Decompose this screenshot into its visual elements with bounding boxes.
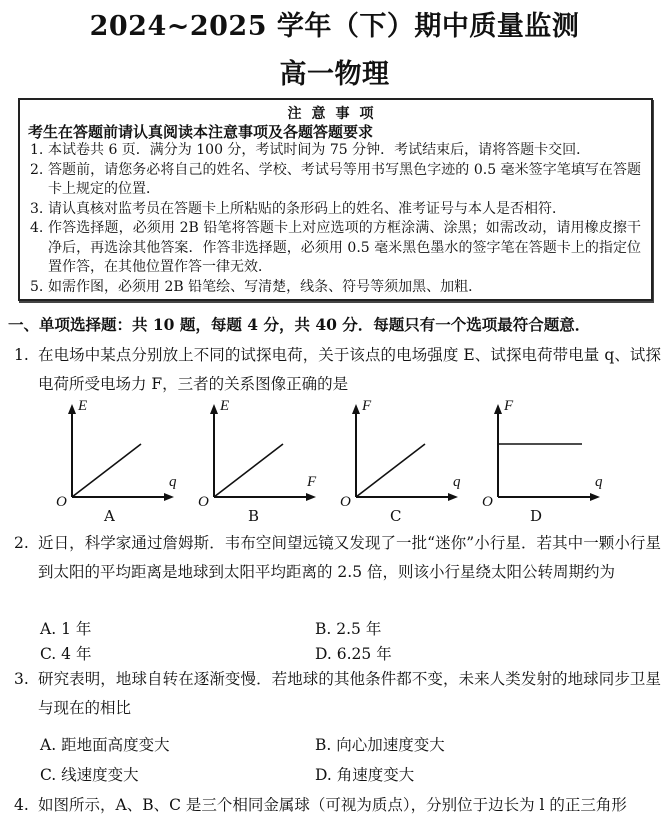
option-text: 2.5 年	[336, 620, 382, 638]
notice-item	[30, 161, 641, 200]
question-3	[14, 665, 661, 722]
option-text: 向心加速度变大	[336, 736, 445, 754]
option-key: A.	[40, 620, 57, 638]
graph-option-label: D	[530, 507, 543, 525]
notice-box	[18, 98, 653, 301]
origin-label: O	[340, 494, 351, 510]
option-text: 距地面高度变大	[61, 736, 170, 754]
option-text: 1 年	[61, 620, 92, 638]
question-text: 研究表明，地球自转在逐渐变慢．若地球的其他条件都不变，未来人类发射的地球同步卫星与现在的相比	[38, 670, 661, 717]
axis-label-x: q	[453, 474, 461, 490]
exam-subject: 高一物理	[279, 59, 390, 90]
notice-item-text: 答题前，请您务必将自己的姓名、学校、考试号等用书写黑色字迹的 0.5 毫米签字笔填写在答题卡上规定的位置．	[48, 161, 641, 197]
question-text: 在电场中某点分别放上不同的试探电荷，关于该点的电场强度 E、试探电荷带电量 q、试探电荷所受电场力 F，三者的关系图像正确的是	[38, 346, 661, 393]
graph-c-plot	[346, 404, 466, 504]
question-number: 3.	[14, 670, 29, 688]
axis-label-x: q	[169, 474, 177, 490]
axis-label-y: E	[220, 398, 230, 414]
origin-label: O	[56, 494, 67, 510]
notice-item-number: 3.	[30, 200, 44, 217]
option-d[interactable]	[315, 763, 414, 785]
question-1	[14, 341, 661, 398]
option-key: D.	[315, 645, 332, 663]
graph-d-plot	[488, 404, 608, 504]
option-b[interactable]	[315, 617, 381, 639]
notice-item-number: 2.	[30, 161, 44, 178]
notice-item-text: 本试卷共 6 页．满分为 100 分，考试时间为 75 分钟．考试结束后，请将答题卡交回．	[48, 142, 591, 158]
option-key: C.	[40, 766, 57, 784]
option-key: A.	[40, 736, 57, 754]
notice-item-number: 4.	[30, 220, 44, 236]
notice-item-text: 请认真核对监考员在答题卡上所粘贴的条形码上的姓名、准考证号与本人是否相符．	[48, 200, 566, 217]
notice-item-number: 5.	[30, 278, 44, 295]
notice-item	[30, 278, 641, 298]
graph-d	[482, 398, 608, 525]
option-d[interactable]	[315, 642, 392, 664]
option-key: D.	[315, 766, 332, 784]
axis-label-x: F	[307, 474, 317, 490]
notice-item-text: 作答选择题，必须用 2B 铅笔将答题卡上对应选项的方框涂满、涂黑；如需改动，请用橡皮擦干净后，再选涂其他答案．作答非选择题，必须用 0.5 毫米黑色墨水的签字笔在答题卡上的指定位置作答，在其他位置作答一律无效．	[48, 220, 641, 275]
option-a[interactable]	[40, 617, 91, 639]
graph-option-label: A	[104, 507, 115, 525]
option-key: B.	[315, 736, 332, 754]
option-key: C.	[40, 645, 57, 663]
question-text: 近日，科学家通过詹姆斯．韦布空间望远镜又发现了一批“迷你”小行星．若其中一颗小行星到太阳的平均距离是地球到太阳平均距离的 2.5 倍，则该小行星绕太阳公转周期约为	[38, 534, 661, 581]
section-title: 一、单项选择题：共 10 题，每题 4 分，共 40 分．每题只有一个选项最符合题意．	[8, 315, 591, 334]
origin-label: O	[482, 494, 493, 510]
notice-item	[30, 219, 641, 278]
graph-b-plot	[204, 404, 324, 504]
graph-a	[56, 398, 182, 525]
option-c[interactable]	[40, 763, 139, 785]
notice-item-text: 如需作图，必须用 2B 铅笔绘、写清楚，线条、符号等须加黑、加粗．	[48, 278, 483, 295]
question-number: 4.	[14, 796, 29, 814]
notice-item	[30, 200, 641, 220]
question-2	[14, 529, 661, 586]
question-text: 如图所示，A、B、C 是三个相同金属球（可视为质点），分别位于边长为 l 的正三角形	[38, 796, 627, 814]
question-number: 1.	[14, 346, 29, 364]
axis-label-y: F	[362, 398, 372, 414]
option-key: B.	[315, 620, 332, 638]
option-a[interactable]	[40, 733, 170, 755]
question-4	[14, 791, 661, 820]
option-text: 角速度变大	[336, 766, 415, 784]
notice-subheading: 考生在答题前请认真阅读本注意事项及各题答题要求	[28, 123, 374, 141]
option-text: 4 年	[61, 645, 92, 663]
exam-title: 2024~2025 学年（下）期中质量监测	[89, 11, 580, 42]
graph-option-label: B	[248, 507, 260, 525]
axis-label-y: F	[504, 398, 514, 414]
notice-item-number: 1.	[30, 142, 44, 158]
notice-item	[30, 141, 641, 161]
notice-heading: 注意事项	[287, 106, 384, 122]
graph-option-label: C	[390, 507, 402, 525]
notice-list	[30, 141, 641, 297]
axis-label-x: q	[595, 474, 603, 490]
question-number: 2.	[14, 534, 29, 552]
option-text: 线速度变大	[61, 766, 139, 784]
graph-b	[198, 398, 324, 525]
graph-a-plot	[62, 404, 182, 504]
origin-label: O	[198, 494, 209, 510]
option-c[interactable]	[40, 642, 91, 664]
graph-c	[340, 398, 466, 525]
axis-label-y: E	[78, 398, 88, 414]
option-b[interactable]	[315, 733, 445, 755]
option-text: 6.25 年	[336, 645, 392, 663]
